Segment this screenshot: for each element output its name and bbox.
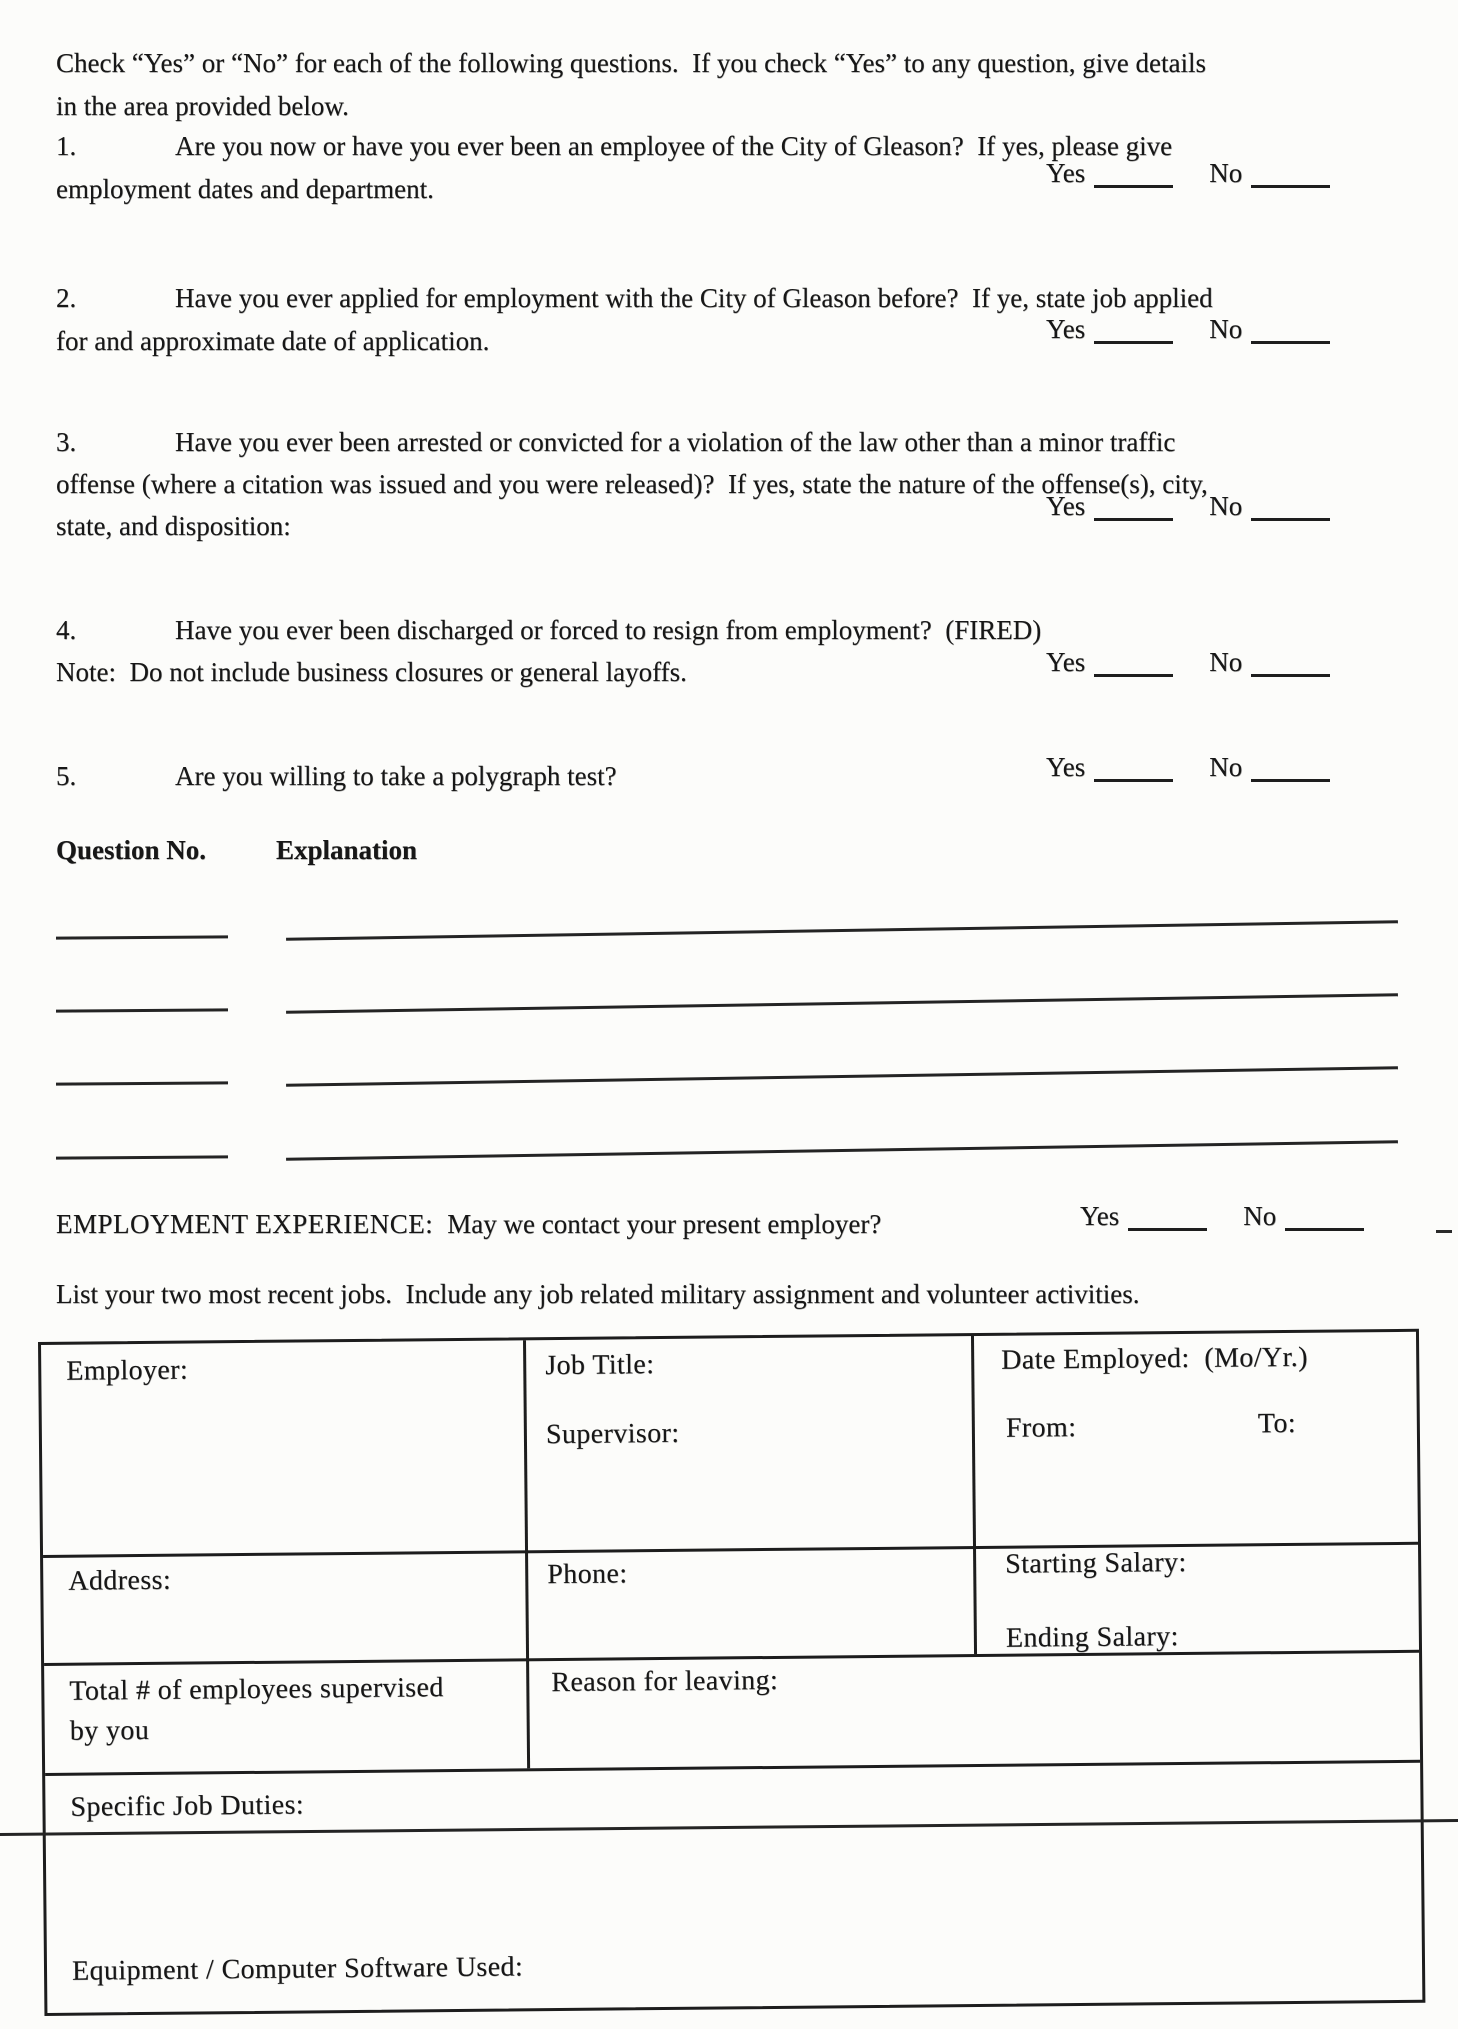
reason-for-leaving-field[interactable]: Reason for leaving: bbox=[551, 1664, 779, 1699]
question-4-yes-label: Yes bbox=[1046, 647, 1086, 677]
explanation-row-4-question-no-blank[interactable] bbox=[56, 1155, 228, 1159]
question-1-line-2: employment dates and department. bbox=[56, 174, 434, 204]
employment-experience-yes-blank[interactable] bbox=[1128, 1228, 1207, 1231]
question-2-yes-label: Yes bbox=[1046, 314, 1086, 344]
question-3-line-2: offense (where a citation was issued and you were released)? If yes, state the nature of the offense(s), city, bbox=[56, 469, 1208, 499]
table-column-border-2 bbox=[971, 1336, 977, 1654]
explanation-row-1-explanation-blank[interactable] bbox=[286, 920, 1398, 940]
date-from-field[interactable]: From: bbox=[1005, 1412, 1077, 1444]
question-3-no-blank[interactable] bbox=[1251, 518, 1330, 521]
question-5-line-1: 5. Are you willing to take a polygraph test? bbox=[56, 761, 617, 791]
table-column-border-1 bbox=[523, 1340, 530, 1768]
question-5-no-label: No bbox=[1209, 752, 1243, 782]
question-3-no-label: No bbox=[1209, 491, 1243, 521]
question-4-line-1: 4. Have you ever been discharged or forced to resign from employment? (FIRED) bbox=[56, 615, 1042, 645]
question-3-yes-blank[interactable] bbox=[1094, 518, 1173, 521]
question-4-yes-no bbox=[1046, 645, 1330, 679]
date-to-field[interactable]: To: bbox=[1257, 1407, 1297, 1440]
explanation-row-2-question-no-blank[interactable] bbox=[56, 1008, 228, 1012]
employment-experience-heading: EMPLOYMENT EXPERIENCE: bbox=[56, 1209, 434, 1239]
question-1-yes-label: Yes bbox=[1046, 158, 1086, 188]
employer-field[interactable]: Employer: bbox=[66, 1354, 189, 1387]
question-3-yes-no bbox=[1046, 489, 1330, 523]
question-3-number: 3. bbox=[56, 427, 77, 457]
employees-supervised-field[interactable]: Total # of employees supervised bbox=[69, 1672, 444, 1707]
explanation-row-3-question-no-blank[interactable] bbox=[56, 1081, 228, 1085]
question-5-yes-label: Yes bbox=[1046, 752, 1086, 782]
question-4-note-line: Note: Do not include business closures or general layoffs. bbox=[56, 657, 687, 687]
question-1-yes-blank[interactable] bbox=[1094, 185, 1173, 188]
scan-artifact-dash bbox=[1436, 1230, 1452, 1233]
question-4-yes-blank[interactable] bbox=[1094, 674, 1173, 677]
question-2-number: 2. bbox=[56, 283, 77, 313]
job-history-table bbox=[38, 1329, 1425, 2016]
question-3-yes-label: Yes bbox=[1046, 491, 1086, 521]
ending-salary-field[interactable]: Ending Salary: bbox=[1005, 1621, 1179, 1654]
table-row-border-3 bbox=[45, 1760, 1420, 1776]
question-2-yes-no bbox=[1046, 312, 1330, 346]
explanation-row-1-question-no-blank[interactable] bbox=[56, 935, 228, 939]
equipment-software-field[interactable]: Equipment / Computer Software Used: bbox=[71, 1951, 524, 1987]
question-4-number: 4. bbox=[56, 615, 77, 645]
question-2-no-blank[interactable] bbox=[1251, 341, 1330, 344]
employees-supervised-field-line2: by you bbox=[69, 1714, 150, 1747]
job-title-field[interactable]: Job Title: bbox=[545, 1349, 655, 1382]
explanation-row-3-explanation-blank[interactable] bbox=[286, 1066, 1398, 1086]
question-3-line-1: 3. Have you ever been arrested or convicted for a violation of the law other than a minor traffic bbox=[56, 427, 1176, 457]
question-5-yes-no bbox=[1046, 750, 1330, 784]
starting-salary-field[interactable]: Starting Salary: bbox=[1005, 1546, 1187, 1580]
supervisor-field[interactable]: Supervisor: bbox=[545, 1417, 680, 1451]
question-2-no-label: No bbox=[1209, 314, 1243, 344]
contact-employer-question: May we contact your present employer? bbox=[447, 1209, 882, 1239]
question-5-number: 5. bbox=[56, 761, 77, 791]
intro-line-2: in the area provided below. bbox=[56, 91, 349, 121]
question-3-line-3: state, and disposition: bbox=[56, 511, 291, 541]
question-1-number: 1. bbox=[56, 131, 77, 161]
question-1-line-1: 1. Are you now or have you ever been an employee of the City of Gleason? If yes, please give bbox=[56, 131, 1173, 161]
list-recent-jobs-instruction: List your two most recent jobs. Include any job related military assignment and volunteer activities. bbox=[56, 1279, 1140, 1309]
date-employed-label: Date Employed: (Mo/Yr.) bbox=[1001, 1341, 1309, 1376]
employment-experience-line bbox=[56, 1207, 881, 1241]
question-4-no-blank[interactable] bbox=[1251, 674, 1330, 677]
question-1-yes-no bbox=[1046, 156, 1330, 190]
address-field[interactable]: Address: bbox=[68, 1564, 172, 1597]
question-1-no-label: No bbox=[1209, 158, 1243, 188]
explanation-row-2-explanation-blank[interactable] bbox=[286, 993, 1398, 1013]
question-5-yes-blank[interactable] bbox=[1094, 779, 1173, 782]
employment-experience-no-label: No bbox=[1243, 1201, 1277, 1231]
employment-experience-no-blank[interactable] bbox=[1285, 1228, 1364, 1231]
question-5-no-blank[interactable] bbox=[1251, 779, 1330, 782]
table-row-border-1 bbox=[43, 1542, 1418, 1558]
employment-experience-yes-label: Yes bbox=[1080, 1201, 1120, 1231]
intro-line-1: Check “Yes” or “No” for each of the following questions. If you check “Yes” to any question, give details bbox=[56, 48, 1206, 78]
question-2-line-2: for and approximate date of application. bbox=[56, 326, 490, 356]
explanation-header: Explanation bbox=[276, 835, 418, 865]
question-2-yes-blank[interactable] bbox=[1094, 341, 1173, 344]
question-2-line-1: 2. Have you ever applied for employment with the City of Gleason before? If ye, state job applied bbox=[56, 283, 1213, 313]
explanation-row-4-explanation-blank[interactable] bbox=[286, 1140, 1398, 1160]
employment-experience-yes-no bbox=[1080, 1199, 1364, 1233]
question-4-no-label: No bbox=[1209, 647, 1243, 677]
question-1-no-blank[interactable] bbox=[1251, 185, 1330, 188]
explanation-question-no-header: Question No. bbox=[56, 835, 207, 865]
specific-job-duties-field[interactable]: Specific Job Duties: bbox=[70, 1789, 305, 1823]
phone-field[interactable]: Phone: bbox=[547, 1558, 628, 1591]
